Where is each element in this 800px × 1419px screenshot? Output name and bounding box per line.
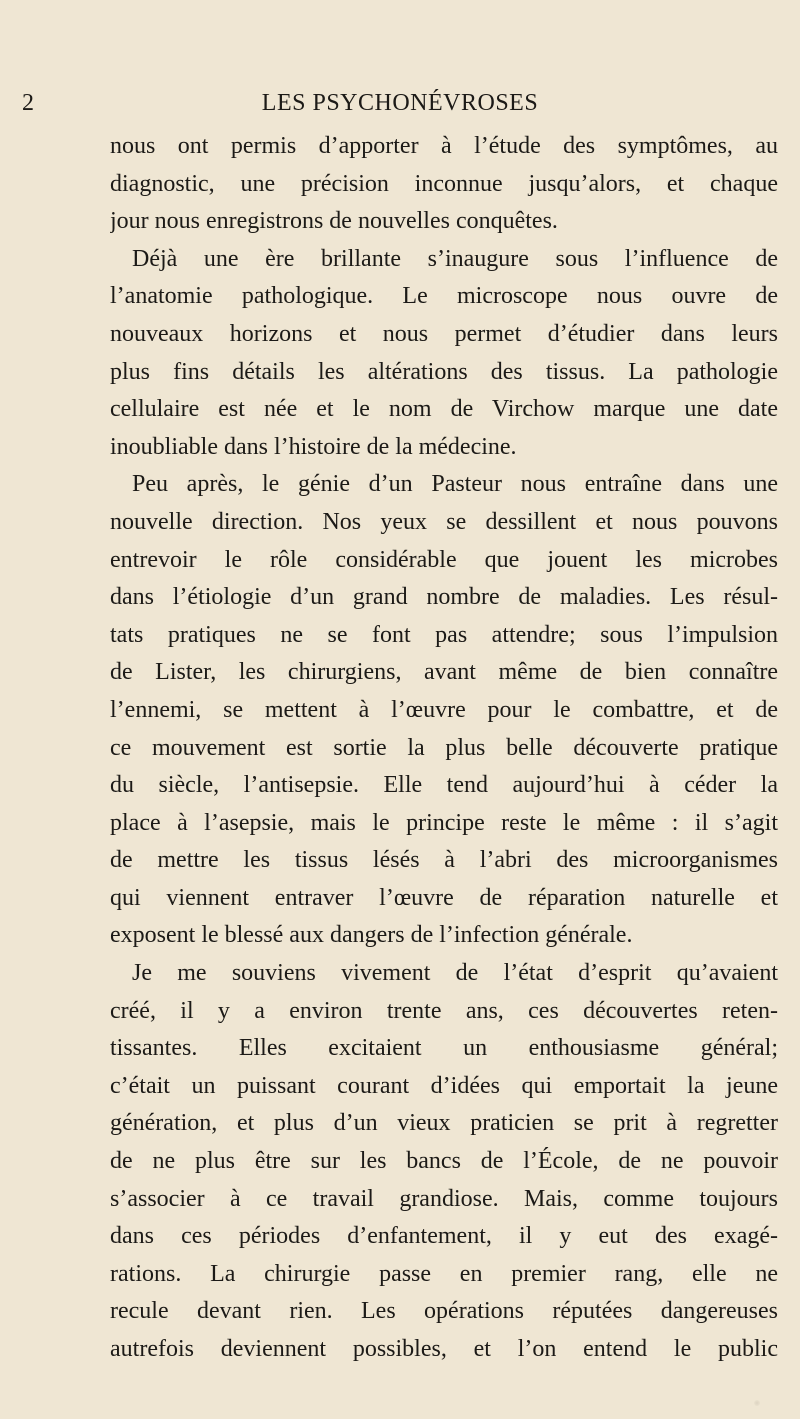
text-line-22: exposent le blessé aux dangers de l’infection générale. bbox=[110, 922, 633, 949]
text-line-13: dans l’étiologie d’un grand nombre de maladies. Les résul- bbox=[110, 584, 778, 611]
text-line-25: tissantes. Elles excitaient un enthousiasme général; bbox=[110, 1035, 778, 1062]
text-line-6: nouveaux horizons et nous permet d’étudier dans leurs bbox=[110, 320, 778, 347]
text-line-21: qui viennent entraver l’œuvre de réparation naturelle et bbox=[110, 884, 778, 911]
text-line-2: diagnostic, une précision inconnue jusqu’alors, et chaque bbox=[110, 170, 778, 197]
text-line-9: inoubliable dans l’histoire de la médecine. bbox=[110, 433, 517, 460]
text-line-33: autrefois deviennent possibles, et l’on entend le public bbox=[110, 1336, 778, 1362]
body-text bbox=[110, 128, 778, 1369]
text-line-20: de mettre les tissus lésés à l’abri des microorganismes bbox=[110, 847, 778, 874]
page-number: 2 bbox=[22, 90, 34, 116]
running-title: LES PSYCHONÉVROSES bbox=[261, 90, 539, 116]
text-line-14: tats pratiques ne se font pas attendre; sous l’impulsion bbox=[110, 621, 778, 648]
running-header bbox=[0, 86, 800, 120]
text-line-3: jour nous enregistrons de nouvelles conquêtes. bbox=[110, 208, 558, 235]
text-line-16: l’ennemi, se mettent à l’œuvre pour le combattre, et de bbox=[110, 696, 778, 723]
text-line-23: Je me souviens vivement de l’état d’esprit qu’avaient bbox=[132, 960, 778, 987]
text-line-8: cellulaire est née et le nom de Virchow marque une date bbox=[110, 396, 778, 423]
text-line-15: de Lister, les chirurgiens, avant même de bien connaître bbox=[110, 659, 778, 686]
text-line-28: de ne plus être sur les bancs de l’École, de ne pouvoir bbox=[110, 1148, 778, 1175]
text-line-4: Déjà une ère brillante s’inaugure sous l’influence de bbox=[132, 245, 778, 272]
text-line-30: dans ces périodes d’enfantement, il y eut des exagé- bbox=[110, 1223, 778, 1250]
text-line-29: s’associer à ce travail grandiose. Mais, comme toujours bbox=[110, 1185, 778, 1212]
text-line-27: génération, et plus d’un vieux praticien se prit à regretter bbox=[110, 1110, 778, 1137]
text-line-26: c’était un puissant courant d’idées qui emportait la jeune bbox=[110, 1072, 778, 1099]
text-line-18: du siècle, l’antisepsie. Elle tend aujourd’hui à céder la bbox=[110, 772, 778, 799]
text-line-12: entrevoir le rôle considérable que jouent les microbes bbox=[110, 546, 778, 573]
paper-speck bbox=[754, 1400, 760, 1406]
text-line-1: nous ont permis d’apporter à l’étude des symptômes, au bbox=[110, 133, 778, 159]
text-line-17: ce mouvement est sortie la plus belle découverte pratique bbox=[110, 734, 778, 761]
text-line-10: Peu après, le génie d’un Pasteur nous entraîne dans une bbox=[132, 471, 778, 498]
text-line-19: place à l’asepsie, mais le principe reste le même : il s’agit bbox=[110, 809, 778, 836]
text-line-24: créé, il y a environ trente ans, ces découvertes reten- bbox=[110, 997, 778, 1024]
text-line-32: recule devant rien. Les opérations réputées dangereuses bbox=[110, 1298, 778, 1325]
text-line-31: rations. La chirurgie passe en premier rang, elle ne bbox=[110, 1260, 778, 1287]
text-line-7: plus fins détails les altérations des tissus. La pathologie bbox=[110, 358, 778, 385]
text-line-11: nouvelle direction. Nos yeux se dessillent et nous pouvons bbox=[110, 508, 778, 535]
text-line-5: l’anatomie pathologique. Le microscope nous ouvre de bbox=[110, 283, 778, 310]
